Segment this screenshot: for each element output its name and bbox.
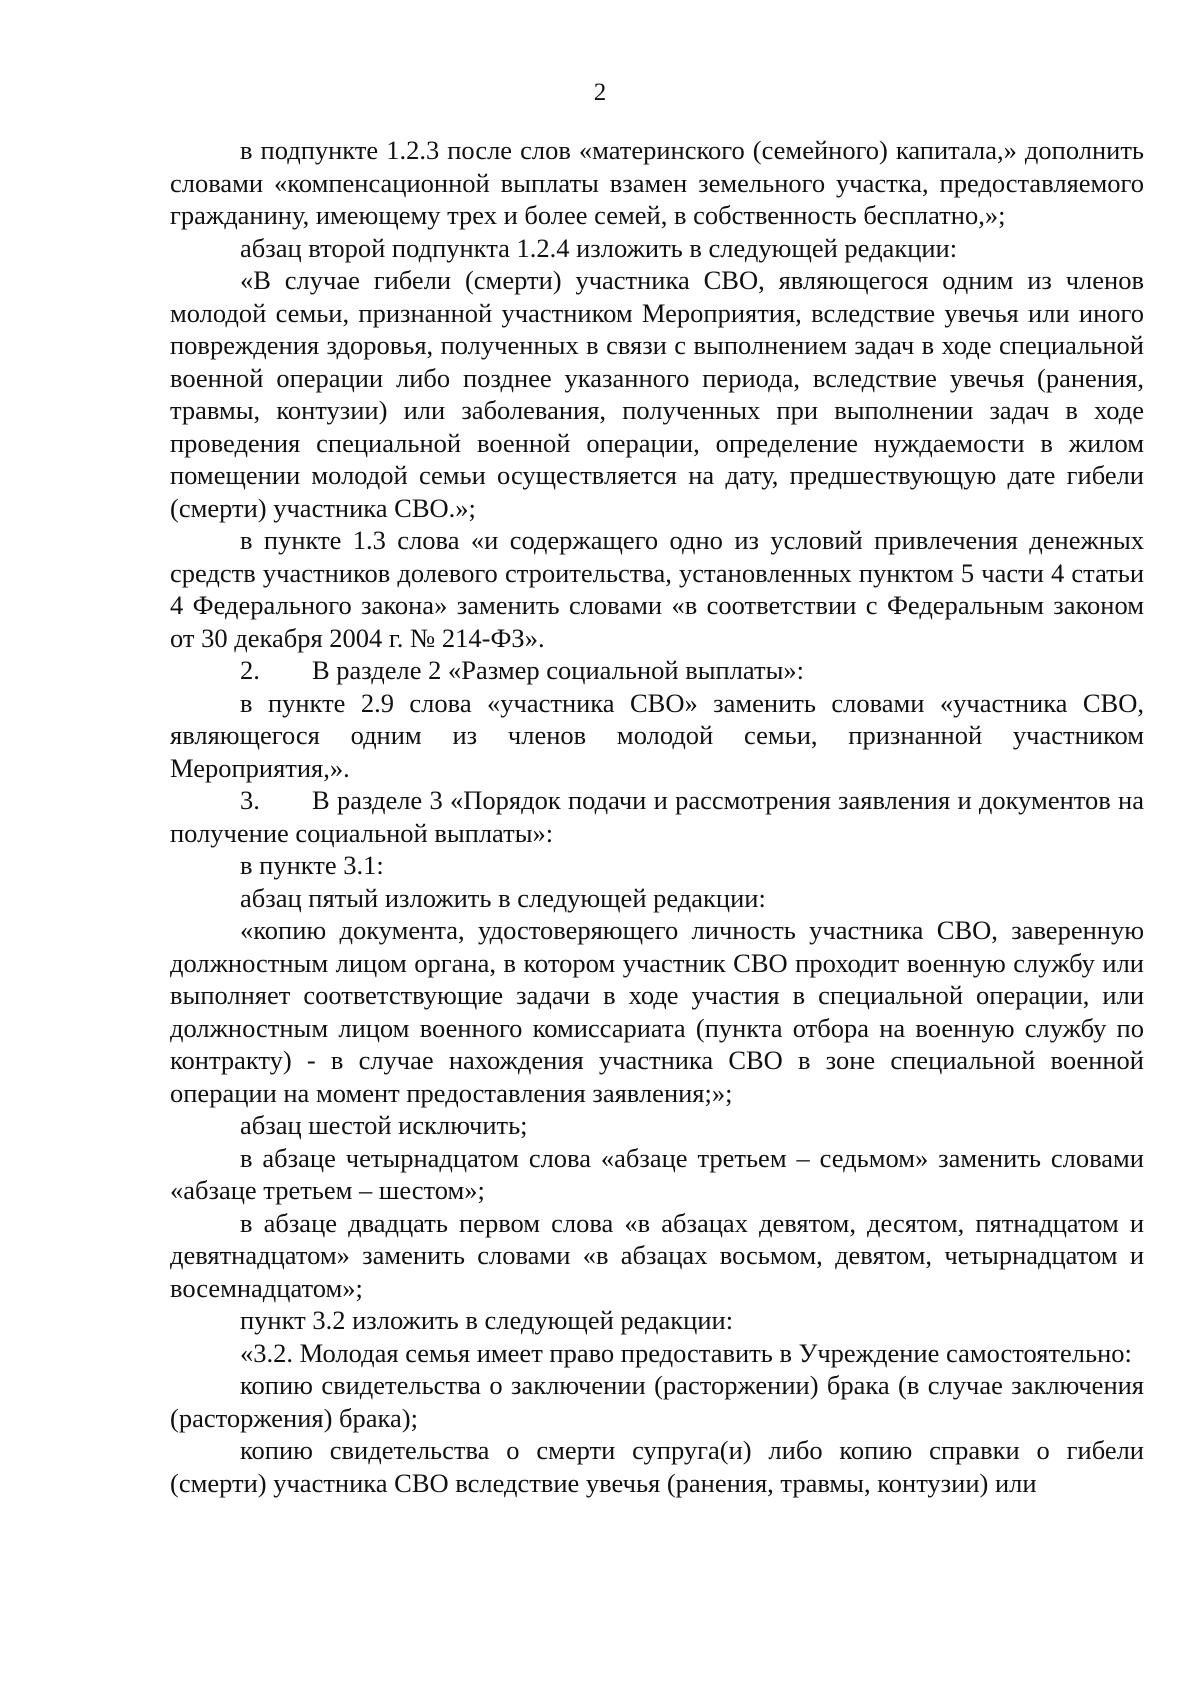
list-item-text: В разделе 3 «Порядок подачи и рассмотрения заявления и документов на получение социальной выплаты»: — [170, 785, 1144, 848]
list-number: 2. — [240, 655, 260, 685]
paragraph-subpoint-1-2-4-intro: абзац второй подпункта 1.2.4 изложить в следующей редакции: — [240, 232, 958, 263]
paragraph-abzac-14: в абзаце четырнадцатом слова «абзаце третьем – седьмом» заменить словами «абзаце третьем – шестом»; — [170, 1142, 1144, 1205]
paragraph-abzac-21: в абзаце двадцать первом слова «в абзацах девятом, десятом, пятнадцатом и девятнадцатом» заменить словами «в абзацах восьмом, девятом, четырнадцатом и восемнадцатом»; — [170, 1207, 1144, 1303]
list-item-text: В разделе 2 «Размер социальной выплаты»: — [312, 655, 804, 685]
paragraph-point-1-3: в пункте 1.3 слова «и содержащего одно из условий привлечения денежных средств участников долевого строительства, установленных пунктом 5 части 4 статьи 4 Федерального закона» заменить словами «в соответствии с Федеральным законом от 30 декабря 2004 г. № 214-ФЗ». — [170, 525, 1144, 653]
list-number: 3. — [240, 785, 260, 815]
paragraph-subpoint-1-2-4-text: «В случае гибели (смерти) участника СВО, являющегося одним из членов молодой семьи, признанной участником Мероприятия, вследствие увечья или иного повреждения здоровья, полученных в связи с выполнением задач в ходе специальной военной операции либо позднее указанного периода, вследствие увечья (ранения, травмы, контузии) или заболевания, полученных при выполнении задач в ходе проведения специальной военной операции, определение нуждаемости в жилом помещении молодой семьи осуществляется на дату, предшествующую дате гибели (смерти) участника СВО.»; — [170, 265, 1144, 523]
paragraph-subpoint-1-2-3: в подпункте 1.2.3 после слов «материнского (семейного) капитала,» дополнить словами «компенсационной выплаты взамен земельного участка, предоставляемого гражданину, имеющему трех и более семей, в собственность бесплатно,»; — [170, 135, 1144, 230]
paragraph-abzac-6: абзац шестой исключить; — [240, 1110, 528, 1140]
paragraph-point-2-9: в пункте 2.9 слова «участника СВО» заменить словами «участника СВО, являющегося одним из членов молодой семьи, признанной участником Мероприятия,». — [170, 687, 1144, 783]
paragraph-point-3-1: в пункте 3.1: — [240, 850, 384, 880]
paragraph-death-certificate: копию свидетельства о смерти супруга(и) либо копию справки о гибели (смерти) участника СВО вследствие увечья (ранения, травмы, контузии) или — [170, 1435, 1144, 1498]
paragraph-abzac-5-text: «копию документа, удостоверяющего личность участника СВО, заверенную должностным лицом органа, в котором участник СВО проходит военную службу или выполняет соответствующие задачи в ходе участия в специальной операции, или должностным лицом военного комиссариата (пункта отбора на военную службу по контракту) - в случае нахождения участника СВО в зоне специальной военной операции на момент предоставления заявления;»; — [170, 915, 1144, 1108]
paragraph-abzac-5-intro: абзац пятый изложить в следующей редакции: — [240, 882, 766, 913]
list-item-section-2 — [170, 654, 1144, 687]
page-number: 2 — [593, 79, 607, 106]
document-body — [170, 134, 1144, 1499]
list-item-section-3 — [170, 784, 1144, 849]
paragraph-point-3-2-text: «3.2. Молодая семья имеет право предоставить в Учреждение самостоятельно: — [240, 1337, 1132, 1368]
paragraph-point-3-2-intro: пункт 3.2 изложить в следующей редакции: — [240, 1305, 734, 1335]
paragraph-marriage-certificate: копию свидетельства о заключении (расторжении) брака (в случае заключения (расторжения) брака); — [170, 1370, 1144, 1433]
